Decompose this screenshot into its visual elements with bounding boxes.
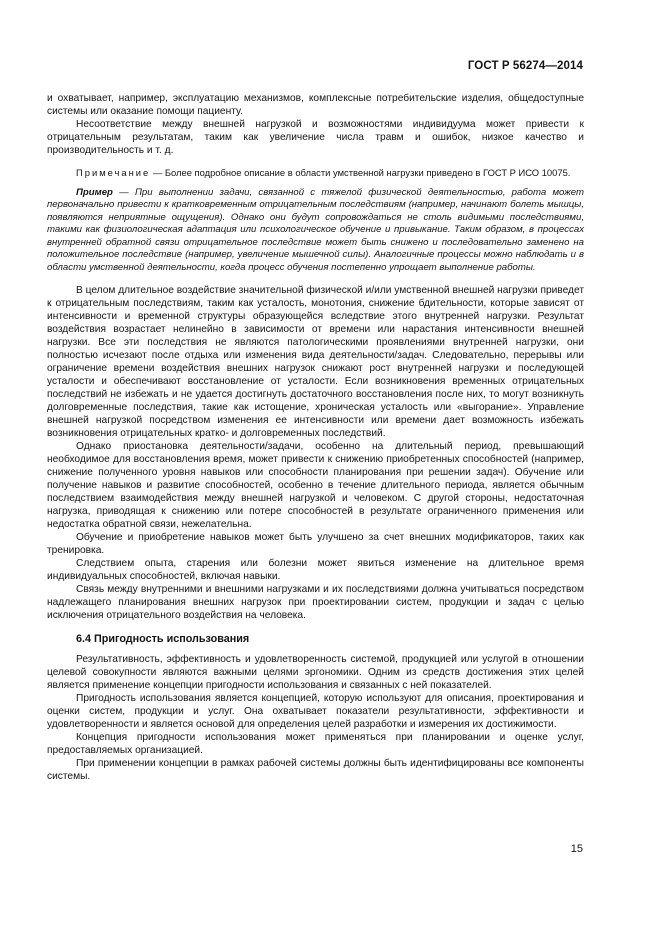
page-number: 15 xyxy=(570,843,583,855)
paragraph-continuation: и охватывает, например, эксплуатацию механизмов, комплексные потребительские изделия, общедоступные системы или оказание помощи пациенту. xyxy=(47,93,584,117)
paragraph-experience: Следствием опыта, старения или болезни может явиться изменение на длительное время индивидуальных способностей, включая навыки. xyxy=(47,557,584,582)
paragraph-effectiveness: Результативность, эффективность и удовлетворенность системой, продукцией или услугой в отношении целевой совокупности являются важными целями эргономики. Одним из средств достижения этих целей является применение концепции пригодности использования и связанных с ней показателей. xyxy=(47,653,584,691)
paragraph-training: Обучение и приобретение навыков может быть улучшено за счет внешних модификаторов, таких как тренировка. xyxy=(47,531,584,556)
paragraph-usability-services: Концепция пригодности использования может применяться при планировании и оценке услуг, предоставляемых организацией. xyxy=(47,731,584,756)
paragraph-usability-concept: Пригодность использования является концепцией, которую используют для описания, проектирования и оценки систем, продукции и услуг. Она охватывает показатели результативности, эффективности и удовлетворенности и является основой для определения целей разработки и измерения их достижимости. xyxy=(47,692,584,730)
note-paragraph xyxy=(47,167,584,180)
example-text: — При выполнении задачи, связанной с тяжелой физической деятельностью, работа может первоначально привести к кратковременным отрицательным последствиям (например, начинают болеть мышцы, появляются неприятные ощущения). Однако они будут сопровождаться не столь видимыми последствиями, такими как физиологическая адаптация или психологическое обучение и привыкание. Таким образом, в процессах внутренней обратной связи отрицательное последствие может быть снижено и последовательно заменено на положительное последствие (например, увеличение мышечной силы). Аналогичные процессы можно наблюдать и в области умственной деятельности, когда процесс обучения постепенно упрощает выполнение работы. xyxy=(47,186,584,274)
document-standard-id: ГОСТ Р 56274—2014 xyxy=(467,60,583,72)
note-label: Примечание xyxy=(76,167,151,178)
section-heading: 6.4 Пригодность использования xyxy=(76,632,250,645)
paragraph-long-term-load: В целом длительное воздействие значительной физической и/или умственной внешней нагрузки приведет к отрицательным последствиям, таким как усталость, монотония, снижение бдительности, которые зависят от интенсивности и временной структуры образующейся вследствие этого внутренней нагрузки. Результат воздействия возрастает нелинейно в зависимости от времени или нарастания интенсивности внешней нагрузки. Все эти последствия не являются патологическими проявлениями внутренней нагрузки, они полностью исчезают после отдыха или изменения вида деятельности/задач. Следовательно, перерывы или ограничение времени воздействия внешних нагрузок снижают рост внутренней нагрузки и последующей усталости и обеспечивают восстановление от усталости. Если возникновения временных отрицательных последствий не избежать и не удается достигнуть достаточного восстановления после них, то могут возникнуть долговременные последствия, такие как истощение, хроническая усталость или «выгорание». Управление внешней нагрузкой посредством изменения ее интенсивности или времени дает возможность избежать возникновения отрицательных кратко- и долговременных последствий. xyxy=(47,284,584,439)
note-text: — Более подробное описание в области умственной нагрузки приведено в ГОСТ Р ИСО 10075. xyxy=(150,167,571,178)
example-paragraph xyxy=(47,187,584,275)
document-body xyxy=(47,92,584,783)
example-label: Пример xyxy=(76,186,113,198)
paragraph-relationship: Связь между внутренними и внешними нагрузками и их последствиями должна учитываться посредством надлежащего планирования внешних нагрузок при проектировании систем, продукции и задач с целью исключения отрицательного воздействия на человека. xyxy=(47,583,584,621)
paragraph-work-system: При применении концепции в рамках рабочей системы должны быть идентифицированы все компоненты системы. xyxy=(47,757,584,782)
paragraph-mismatch: Несоответствие между внешней нагрузкой и возможностями индивидуума может привести к отрицательным результатам, таким как увеличение числа травм и ошибок, низкое качество и производительность и т. д. xyxy=(47,119,584,156)
paragraph-suspension: Однако приостановка деятельности/задачи, особенно на длительный период, превышающий необходимое для восстановления время, может привести к снижению приобретенных способностей (например, снижение полученного уровня навыков или способности планирования при решении задач). Обучение или получение навыков и развитие способностей, особенно в течение длительного периода, является обычным последствием взаимодействия между внешней нагрузкой и человеком. С другой стороны, недостаточная нагрузка, приводящая к снижению или потере способностей в результате ограниченного применения или недостатка обратной связи, нежелательна. xyxy=(47,440,584,530)
